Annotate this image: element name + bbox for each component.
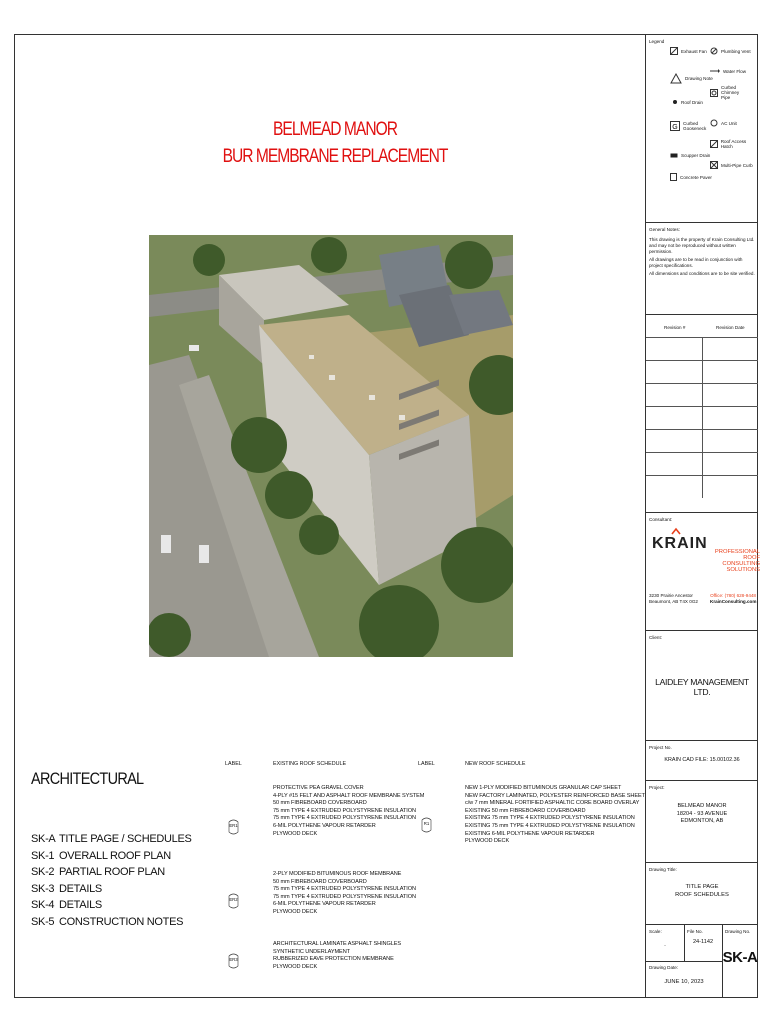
er2-layers: 2-PLY MODIFIED BITUMINOUS ROOF MEMBRANE 50 mm FIBREBOARD COVERBOARD 75 mm TYPE 4 EXTRUDED POLYSTYRENE INSULATION 75 mm TYPE 4 EXTRUDED POLYSTYRENE INSULATION 6-MIL POLYTHENE VAPOUR RETARDER PLYWOOD DECK: [273, 871, 416, 915]
curbed-chimney-pipe-icon: [710, 89, 718, 97]
legend-item: Water Flow: [710, 68, 746, 74]
legend-item: G Curbed Gooseneck: [670, 121, 703, 131]
scale-value: -: [664, 943, 666, 948]
file-number-value: 24-1142: [692, 939, 714, 945]
consultant-section: [646, 513, 758, 631]
consultant-website-link[interactable]: KrainConsulting.com: [710, 599, 757, 605]
revision-row: [646, 452, 758, 475]
title-block: [645, 35, 758, 997]
sheet-index-row[interactable]: SK-3 DETAILS: [31, 882, 102, 895]
drawing-title-value: TITLE PAGE ROOF SCHEDULES: [675, 884, 729, 899]
new-label-heading: LABEL: [418, 761, 435, 767]
drawing-number-value: SK-A: [722, 949, 758, 966]
scale-heading: Scale:: [649, 929, 662, 934]
revision-row: [646, 429, 758, 452]
drawing-sheet: [14, 34, 758, 998]
file-number-heading: File No.: [687, 929, 703, 934]
revision-row: [646, 383, 758, 406]
consultant-address: 3230 Prairie Ancestor Beaumont, AB T4X 0G2: [649, 593, 698, 605]
r1-layers: NEW 1-PLY MODIFIED BITUMINOUS GRANULAR CAP SHEET NEW FACTORY LAMINATED, POLYESTER REINFORCED BASE SHEET c/w 7 mm MINERAL FORTIFIED ASPHALTIC CORE BOARD OVERLAY EXISTING 50 mm FIBREBOARD COVERBOARD EXISTING 75 mm TYPE 4 EXTRUDED POLYSTYRENE INSULATION EXISTING 75 mm TYPE 4 EXTRUDED POLYSTYRENE INSULATION EXISTING 6-MIL POLYTHENE VAPOUR RETARDER PLYWOOD DECK: [465, 785, 645, 845]
exhaust-fan-icon: [670, 47, 678, 55]
curbed-gooseneck-icon: [670, 121, 680, 131]
sheet-index-row[interactable]: SK-2 PARTIAL ROOF PLAN: [31, 866, 165, 878]
client-heading: Client:: [649, 635, 663, 640]
general-note: All drawings are to be read in conjunction with project specifications.: [649, 257, 743, 269]
project-number-value: KRAIN CAD FILE: 15.00102.36: [664, 757, 740, 763]
architectural-heading: ARCHITECTURAL: [31, 769, 144, 788]
existing-schedule-heading: EXISTING ROOF SCHEDULE: [273, 761, 347, 767]
legend-heading: Legend: [649, 39, 665, 44]
legend-section: [646, 35, 758, 223]
project-address: BELMEAD MANOR 18204 - 93 AVENUE EDMONTON, AB: [676, 803, 728, 825]
consultant-tagline: PROFESSIONAL ROOF CONSULTING SOLUTIONS: [714, 549, 760, 573]
existing-label-heading: LABEL: [225, 761, 242, 767]
project-section: [646, 781, 758, 863]
legend-item: Plumbing Vent: [710, 47, 751, 55]
tag-er3: ER3: [228, 953, 239, 969]
project-title: [204, 117, 466, 170]
consultant-heading: Consultant:: [649, 517, 673, 522]
general-notes-section: [646, 223, 758, 315]
multi-pipe-curb-icon: [710, 161, 718, 169]
general-note: This drawing is the property of Krain Consulting Ltd. and may not be reproduced without written permission.: [649, 237, 755, 255]
project-heading: Project:: [649, 785, 665, 790]
tag-er2: ER2: [228, 893, 239, 909]
krain-logo-roof-icon: [671, 527, 681, 535]
sheet-index-row[interactable]: SK-A TITLE PAGE / SCHEDULES: [31, 833, 192, 845]
scupper-drain-icon: [670, 153, 678, 158]
revision-row: [646, 406, 758, 429]
legend-item: Exhaust Fan: [670, 47, 707, 55]
tag-er1: ER1: [228, 819, 239, 835]
drawing-title-heading: Drawing Title:: [649, 867, 677, 872]
general-notes-heading: General Notes:: [649, 227, 680, 232]
client-section: [646, 631, 758, 741]
revision-row: [646, 337, 758, 360]
project-title-line2: BUR MEMBRANE REPLACEMENT: [222, 145, 448, 167]
drawing-date-heading: Drawing Date:: [649, 965, 679, 970]
legend-item: Concrete Paver: [670, 173, 712, 181]
revision-number-heading: Revision #: [664, 325, 686, 330]
client-name: LAIDLEY MANAGEMENT LTD.: [655, 677, 749, 697]
project-title-line1: BELMEAD MANOR: [273, 119, 397, 140]
drawing-date-value: JUNE 10, 2023: [664, 979, 704, 985]
aerial-photo-illustration: [149, 235, 513, 657]
legend-item: Scupper Drain: [670, 153, 710, 158]
project-number-heading: Project No.: [649, 745, 672, 750]
er1-layers: PROTECTIVE PEA GRAVEL COVER 4-PLY #15 FELT AND ASPHALT ROOF MEMBRANE SYSTEM 50 mm FIBREBOARD COVERBOARD 75 mm TYPE 4 EXTRUDED POLYSTYRENE INSULATION 75 mm TYPE 4 EXTRUDED POLYSTYRENE INSULATION 6-MIL POLYTHENE VAPOUR RETARDER PLYWOOD DECK: [273, 785, 425, 837]
legend-item: Drawing Note: [670, 73, 713, 84]
revision-row: [646, 475, 758, 498]
consultant-contact: Office: (780) 628-9448 KrainConsulting.com: [710, 593, 757, 605]
legend-item: Roof Access Hatch: [710, 139, 758, 149]
legend-item: Multi-Pipe Curb: [710, 161, 753, 169]
tag-r1: R1: [421, 817, 432, 833]
legend-item: AC Unit: [710, 119, 737, 127]
general-note: All dimensions and conditions are to be site verified.: [649, 271, 755, 276]
revision-row: [646, 360, 758, 383]
sheet-info-section: [646, 925, 758, 997]
sheet-index-row[interactable]: SK-4 DETAILS: [31, 899, 102, 911]
sheet-index-row[interactable]: SK-5 CONSTRUCTION NOTES: [31, 915, 184, 928]
drawing-note-triangle-icon: [670, 73, 682, 84]
legend-item: Roof Drain: [672, 99, 703, 105]
plumbing-vent-icon: [710, 47, 718, 55]
revisions-section: [646, 315, 758, 513]
concrete-paver-icon: [670, 173, 677, 181]
roof-drain-dot-icon: [672, 99, 678, 105]
er3-layers: ARCHITECTURAL LAMINATE ASPHALT SHINGLES SYNTHETIC UNDERLAYMENT RUBBERIZED EAVE PROTECTION MEMBRANE PLYWOOD DECK: [273, 941, 401, 970]
project-number-section: [646, 741, 758, 781]
sheet-index: [31, 831, 192, 930]
drawing-title-section: [646, 863, 758, 925]
ac-unit-icon: [710, 119, 718, 127]
aerial-building-photo: [149, 235, 513, 657]
legend-item: Curbed Chimney Pipe: [710, 85, 745, 100]
sheet-index-row[interactable]: SK-1 OVERALL ROOF PLAN: [31, 849, 171, 862]
drawing-number-heading: Drawing No.: [725, 929, 751, 934]
revision-table: [646, 337, 758, 498]
krain-logo-text: KRAIN: [652, 535, 708, 552]
roof-access-hatch-icon: [710, 140, 718, 148]
revision-date-heading: Revision Date: [716, 325, 745, 330]
new-schedule-heading: NEW ROOF SCHEDULE: [465, 761, 526, 767]
svg-text:G: G: [672, 124, 678, 131]
